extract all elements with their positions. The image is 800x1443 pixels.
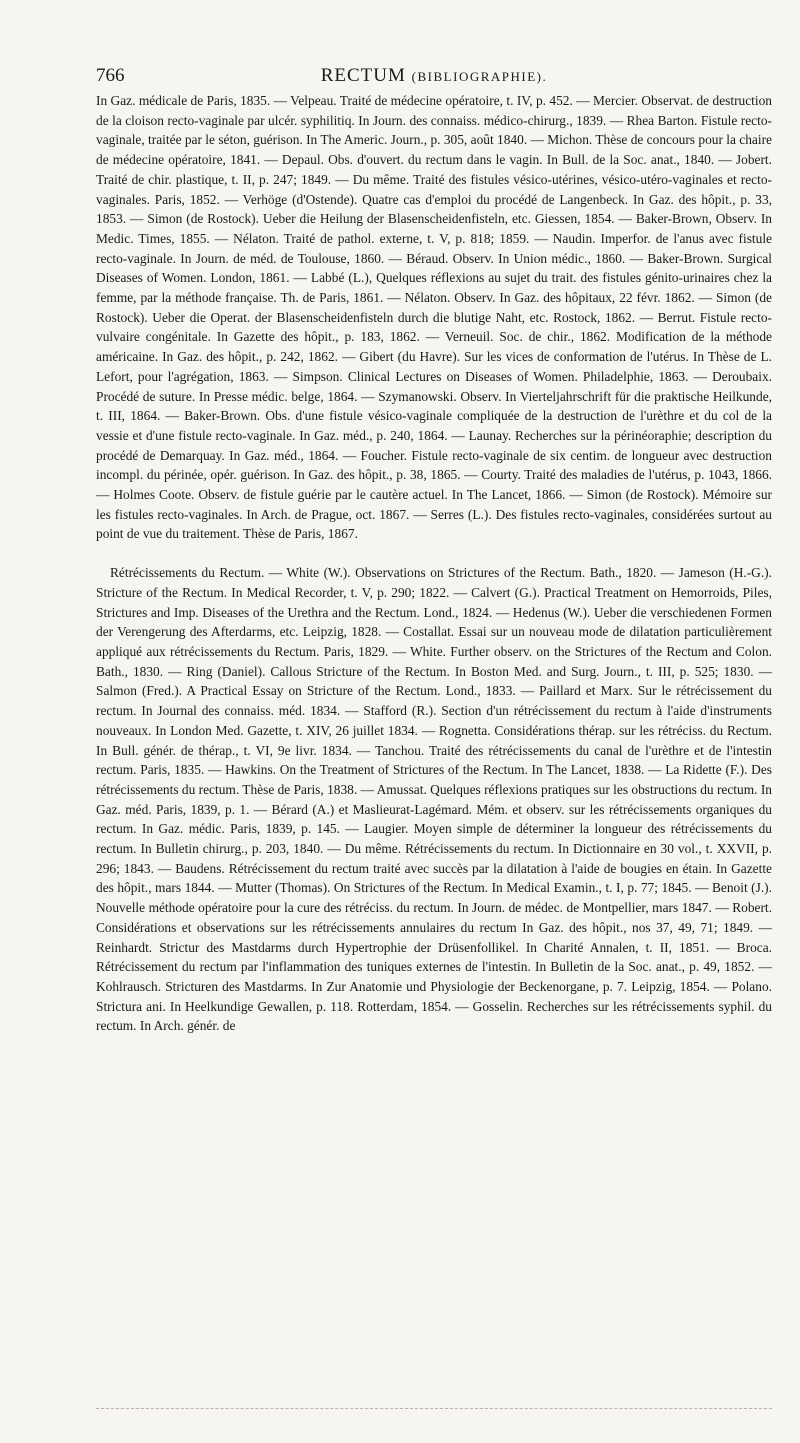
page-number: 766	[96, 65, 125, 86]
paragraph-text: In Gaz. médicale de Paris, 1835. — Velpeau. Traité de médecine opératoire, t. IV, p. 452. — Mercier. Observat. de destruction de la cloison recto-vaginale par ulcér. syphilitiq. In Journ. des connaiss. médico-chirurg., 1839. — Rhea Barton. Fistule recto-vaginale, traitée par le séton, guérison. In The Americ. Journ., p. 305, août 1840. — Michon. Thèse de concours pour la chaire de médecine opératoire, 1841. — Depaul. Obs. d'ouvert. du rectum dans le vagin. In Bull. de la Soc. anat., 1840. — Jobert. Traité de chir. plastique, t. II, p. 247; 1849. — Du même. Traité des fistules vésico-utérines, vésico-utéro-vaginales et recto-vaginales. Paris, 1852. — Verhöge (d'Ostende). Quatre cas d'emploi du procédé de Langenbeck. In Gaz. des hôpit., p. 33, 1853. — Simon (de Rostock). Ueber die Heilung der Blasenscheidenfisteln, etc. Giessen, 1854. — Baker-Brown, Observ. In Medic. Times, 1855. — Nélaton. Traité de pathol. externe, t. V, p. 818; 1859. — Naudin. Imperfor. de l'anus avec fistule recto-vaginale. In Journ. de méd. de Toulouse, 1860. — Béraud. Observ. In Union médic., 1860. — Baker-Brown. Surgical Diseases of Women. London, 1861. — Labbé (L.), Quelques réflexions au sujet du trait. des fistules génito-urinaires chez la femme, par la méthode française. Th. de Paris, 1861. — Nélaton. Observ. In Gaz. des hôpitaux, 22 févr. 1862. — Simon (de Rostock). Ueber die Operat. der Blasenscheidenfisteln durch die blutige Naht, etc. Rostock, 1862. — Berrut. Fistule recto-vulvaire congénitale. In Gazette des hôpit., p. 183, 1862. — Verneuil. Soc. de chir., 1862. Modification de la méthode américaine. In Gaz. des hôpit., p. 242, 1862. — Gibert (du Havre). Sur les vices de conformation de l'utérus. In Thèse de L. Lefort, pour l'agrégation, 1863. — Simpson. Clinical Lectures on Diseases of Women. Philadelphie, 1863. — Deroubaix. Procédé de suture. In Presse médic. belge, 1864. — Szymanowski. Observ. In Vierteljahrschrift für die praktische Heilkunde, t. III, 1864. — Baker-Brown. Obs. d'une fistule vésico-vaginale compliquée de la destruction de l'urèthre et du col de la vessie et d'une fistule recto-vaginale. In Gaz. méd., p. 240, 1864. — Launay. Recherches sur la périnéoraphie; description du procédé de Demarquay. In Gaz. méd., 1864. — Foucher. Fistule recto-vaginale de six centim. de longueur avec destruction incompl. du périnée, opér. guérison. In Gaz. des hôpit., p. 38, 1865. — Courty. Traité des maladies de l'utérus, p. 1043, 1866. — Holmes Coote. Observ. de fistule guérie par le cautère actuel. In The Lancet, 1866. — Simon (de Rostock). Mémoire sur les fistules recto-vaginales. In Arch. de Prague, oct. 1867. — Serres (L.). Des fistules recto-vaginales, considérées surtout au point de vue du traitement. Thèse de Paris, 1867.	[96, 93, 772, 542]
bibliography-paragraph-strictures	[96, 563, 772, 1036]
footer-divider	[96, 1408, 772, 1409]
page-title	[96, 62, 772, 91]
running-head	[96, 62, 772, 90]
page-title-main: RECTUM	[320, 65, 406, 86]
paragraph-text: Rétrécissements du Rectum. — White (W.). Observations on Strictures of the Rectum. Bath., 1820. — Jameson (H.-G.). Stricture of the Rectum. In Medical Recorder, t. V, p. 290; 1822. — Calvert (G.). Practical Treatment on Hemorroids, Piles, Strictures and Imp. Diseases of the Urethra and the Rectum. Lond., 1824. — Hedenus (W.). Ueber die verschiedenen Formen der Verengerung des Afterdarms, etc. Leipzig, 1828. — Costallat. Essai sur un nouveau mode de dilatation particulièrement appliqué aux rétrécissements du Rectum. Paris, 1829. — White. Further observ. on the Strictures of the Rectum and Colon. Bath., 1830. — Ring (Daniel). Callous Stricture of the Rectum. In Boston Med. and Surg. Journ., t. III, p. 525; 1830. — Salmon (Fred.). A Practical Essay on Stricture of the Rectum. Lond., 1833. — Paillard et Marx. Sur le rétrécissement du rectum. In Journal des connaiss. méd. 1834. — Stafford (R.). Section d'un rétrécissement du rectum à l'aide d'instruments nouveaux. In London Med. Gazette, t. XIV, 26 juillet 1834. — Rognetta. Considérations thérap. sur les rétréciss. du Rectum. In Bull. génér. de thérap., t. VI, 9e livr. 1834. — Tanchou. Traité des rétrécissements du canal de l'urèthre et de l'intestin rectum. Paris, 1835. — Hawkins. On the Treatment of Strictures of the Rectum. In The Lancet, 1838. — La Ridette (F.). Des rétrécissements du rectum. Thèse de Paris, 1838. — Amussat. Quelques réflexions pratiques sur les obstructions du rectum. In Gaz. méd. Paris, 1839, p. 1. — Bérard (A.) et Maslieurat-Lagémard. Mém. et observ. sur les rétrécissements organiques du rectum. In Gaz. médic. Paris, 1839, p. 145. — Laugier. Moyen simple de déterminer la longueur des rétrécissements du rectum. In Bulletin chirurg., p. 203, 1840. — Du même. Rétrécissements du rectum. In Dictionnaire en 30 vol., t. XXVII, p. 296; 1843. — Baudens. Rétrécissement du rectum traité avec succès par la dilatation à l'aide de bougies en étain. In Gazette des hôpit., mars 1844. — Mutter (Thomas). On Strictures of the Rectum. In Medical Examin., t. I, p. 77; 1845. — Benoit (J.). Nouvelle méthode opératoire pour la cure des rétréciss. du rectum. In Journ. de médec. de Montpellier, mars 1847. — Robert. Considérations et observations sur les rétrécissements annulaires du rectum In Gaz. des hôpit., nos 37, 49, 71; 1849. — Reinhardt. Strictur des Mastdarms durch Hypertrophie der Drüsenfollikel. In Charité Annalen, t. II, 1851. — Broca. Rétrécissement du rectum par l'inflammation des tuniques externes de l'intestin. In Bulletin de la Soc. anat., p. 49, 1852. — Kohlrausch. Stricturen des Mastdarms. In Zur Anatomie und Physiologie der Beckenorgane, p. 7. Leipzig, 1854. — Polano. Strictura ani. In Heelkundige Gewallen, p. 118. Rotterdam, 1854. — Gosselin. Recherches sur les rétrécissements syphil. du rectum. In Arch. génér. de	[96, 565, 772, 1034]
page-title-subtitle: (BIBLIOGRAPHIE).	[411, 69, 548, 84]
bibliography-paragraph-fistulas	[96, 91, 772, 544]
page-body	[96, 62, 772, 1036]
